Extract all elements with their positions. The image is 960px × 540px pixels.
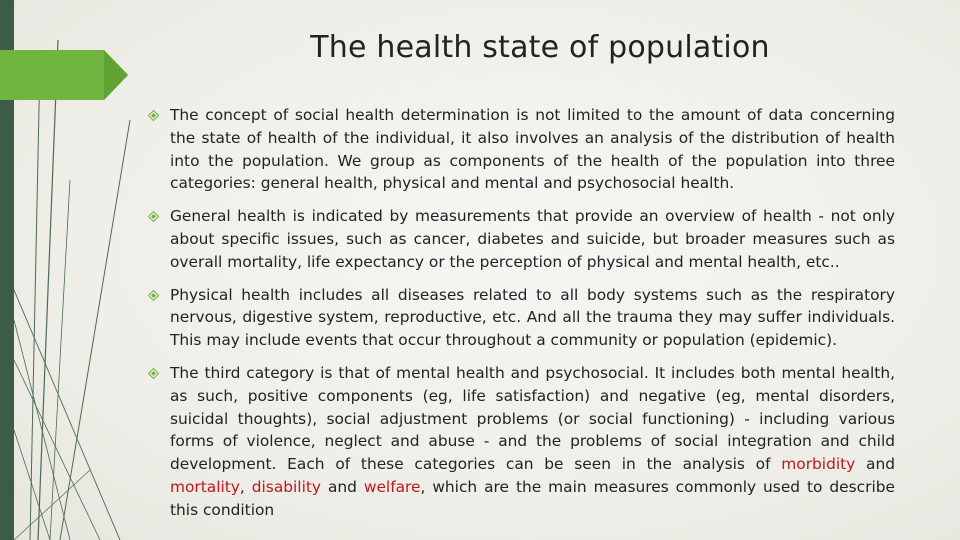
highlight-welfare: welfare [363, 477, 421, 496]
diamond-bullet-icon [148, 290, 159, 301]
diamond-bullet-icon [148, 110, 159, 121]
slide-title: The health state of population [310, 30, 770, 65]
highlight-disability: disability [251, 477, 321, 496]
title-accent-flag [0, 50, 128, 100]
bullet-item [145, 104, 895, 195]
bullet-item [145, 205, 895, 273]
bullet-text-part: The third category is that of mental health and psychosocial. It includes both mental health, as such, positive components (eg, life satisfaction) and negative (eg, mental disorders, suicidal thoughts), social adjustment problems (or social functioning) - including various forms of violence, neglect and abuse - and the problems of social integration and child development. Each of these categories can be seen in the analysis of [170, 363, 895, 474]
bullet-list [145, 104, 895, 532]
bullet-text [170, 364, 895, 519]
bullet-text-part: and [855, 455, 895, 474]
bullet-item [145, 284, 895, 352]
bullet-text: The concept of social health determination is not limited to the amount of data concerning the state of health of the individual, it also involves an analysis of the distribution of health into the population. We group as components of the health of the population into three categories: general health, physical and mental and psychosocial health. [170, 106, 895, 193]
bullet-text-part: and [321, 477, 364, 496]
highlight-mortality: mortality [170, 477, 240, 496]
bullet-item [145, 362, 895, 522]
bullet-text: General health is indicated by measurements that provide an overview of health - not only about specific issues, such as cancer, diabetes and suicide, but broader measures such as overall mortality, life expectancy or the perception of physical and mental health, etc.. [170, 207, 895, 271]
bullet-text: Physical health includes all diseases related to all body systems such as the respiratory nervous, digestive system, reproductive, etc. And all the trauma they may suffer individuals. This may include events that occur throughout a community or population (epidemic). [170, 285, 895, 350]
bullet-text-part: , [239, 477, 252, 496]
diamond-bullet-icon [148, 368, 159, 379]
bullet-text-part: , which are the main measures commonly used to describe this condition [170, 477, 895, 519]
diamond-bullet-icon [148, 211, 159, 222]
highlight-morbidity: morbidity [781, 455, 856, 474]
